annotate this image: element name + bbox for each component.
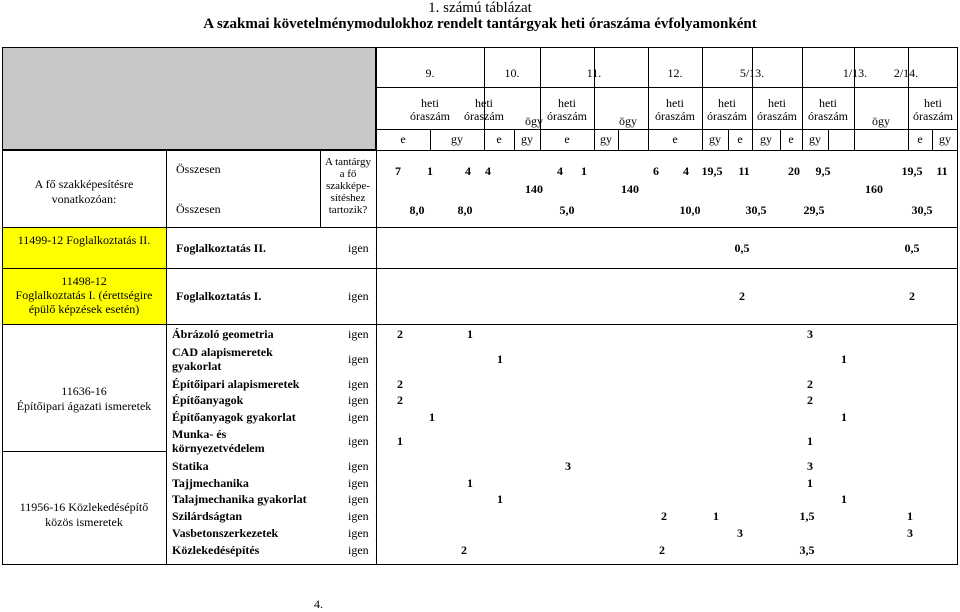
module-11956-name: közös ismeretek bbox=[45, 515, 123, 529]
ogy-total-1: 140 bbox=[525, 182, 543, 196]
e-label: e bbox=[496, 132, 502, 146]
oraszam-label: óraszám bbox=[913, 109, 953, 123]
subject-epitoipari: Építőipari alapismeretek bbox=[172, 377, 300, 391]
oraszam-label: óraszám bbox=[757, 109, 797, 123]
e-label: e bbox=[564, 132, 570, 146]
oraszam-label: óraszám bbox=[655, 109, 695, 123]
rule bbox=[2, 150, 958, 151]
tantargy-q-5: tartozik? bbox=[328, 204, 368, 216]
ogy-total-3: 160 bbox=[865, 182, 883, 196]
subject-cad: CAD alapismeretek bbox=[172, 345, 273, 359]
e-label: e bbox=[788, 132, 794, 146]
subject-szilardsagtan: Szilárdságtan bbox=[172, 509, 243, 523]
heti-label: heti bbox=[768, 96, 786, 110]
gy-label: gy bbox=[600, 132, 612, 146]
oraszam-label: óraszám bbox=[547, 109, 587, 123]
subject-vasbeton: Vasbetonszerkezetek bbox=[172, 526, 279, 540]
year-2-14: 2/14. bbox=[893, 66, 919, 80]
module-11499: 11499-12 Foglalkoztatás II. bbox=[17, 233, 151, 247]
heti-label: heti bbox=[558, 96, 576, 110]
ogy-label: ögy bbox=[619, 114, 637, 128]
heti-label: heti bbox=[924, 96, 942, 110]
subject-epitoanyagok-gyak: Építőanyagok gyakorlat bbox=[172, 410, 296, 424]
ogy-label: ögy bbox=[525, 114, 543, 128]
page-number: 4. bbox=[314, 597, 323, 611]
gy-label: gy bbox=[521, 132, 533, 146]
module-11956: 11956-16 Közlekedésépítő bbox=[19, 500, 149, 514]
hours-table: 9. 10. 11. 12. 5/13. 1/13. 2/14. heti óraszám heti óraszám ögy heti óraszám ögy heti óraszám heti óraszám heti óraszám heti óraszám ögy heti óraszám e gy e gy e gy e gy e gy e gy e gy A fő szakképesítésre vonatkozóan: Összesen Összesen A tantárgy a fő szakképe- sítéshez tartozik? 7 1 4 4 4 1 6 4 19,5 11 20 9,5 19,5 11 140 140 160 8,0 8,0 5,0 10,0 30,5 29,5 30,5 11499-12 Foglalkoztatás II. Foglalkoztatás II. igen 0,5 0,5 11498-12 Foglalkoztatás I. (érettségire épülő képzések esetén) Foglalkoztatás I. igen 2 2 11636-16 Építőipari ágazati ismeretek 11956-16 Közlekedésépítő közös ismeretek Ábrázoló geometria igen 2 1 3 CAD alapismeretek gyakorlat igen 1 1 Építőipari alapismeretek igen 2 2 Építőanyagok igen 2 2 Építőanyagok gyakorlat igen 1 1 Munka- és környezetvédelem igen 1 1 Statika igen 3 3 Tajjmechanika igen 1 1 Talajmechanika gyakorlat igen 1 1 Szilárdságtan igen 2 1 1,5 1 Vasbetonszerkezetek igen 3 3 Közlekedésépítés igen 2 2 3,5 bbox=[2, 47, 958, 565]
e-label: e bbox=[400, 132, 406, 146]
gy-label: gy bbox=[809, 132, 821, 146]
subject-statika: Statika bbox=[172, 459, 209, 473]
heti-label: heti bbox=[718, 96, 736, 110]
module-11636-name: Építőipari ágazati ismeretek bbox=[16, 399, 152, 413]
heti-label: heti bbox=[421, 96, 439, 110]
module-11498-line1: 11498-12 bbox=[61, 274, 107, 288]
gy-label: gy bbox=[939, 132, 951, 146]
heti-label: heti bbox=[475, 96, 493, 110]
igen-value: igen bbox=[348, 289, 369, 303]
header-gray-block bbox=[2, 47, 376, 150]
rule bbox=[376, 129, 958, 130]
table-title: A szakmai követelménymodulokhoz rendelt tantárgyak heti óraszáma évfolyamonként bbox=[203, 16, 757, 32]
year-5-13: 5/13. bbox=[739, 66, 765, 80]
e-label: e bbox=[672, 132, 678, 146]
tantargy-q-2: a fő bbox=[339, 168, 357, 180]
gy-label: gy bbox=[709, 132, 721, 146]
rule bbox=[2, 324, 958, 325]
year-10: 10. bbox=[504, 66, 520, 80]
rule bbox=[166, 150, 167, 565]
osszesen-2: Összesen bbox=[176, 202, 221, 216]
year-1-13: 1/13. bbox=[842, 66, 868, 80]
osszesen-1: Összesen bbox=[176, 162, 221, 176]
subject-kozlekedes: Közlekedésépítés bbox=[172, 543, 260, 557]
tantargy-q-1: A tantárgy bbox=[325, 156, 371, 168]
gy-label: gy bbox=[760, 132, 772, 146]
subject-abrazolo: Ábrázoló geometria bbox=[172, 327, 274, 341]
module-11498-line2: Foglalkoztatás I. (érettségire bbox=[15, 288, 153, 302]
rule bbox=[376, 47, 377, 565]
rule bbox=[2, 451, 166, 452]
heti-label: heti bbox=[666, 96, 684, 110]
ogy-label: ögy bbox=[872, 114, 890, 128]
tantargy-q-4: sítéshez bbox=[330, 192, 366, 204]
subject-epitoanyagok: Építőanyagok bbox=[172, 393, 244, 407]
gy-label: gy bbox=[451, 132, 463, 146]
subject-foglalkoztatas-1: Foglalkoztatás I. bbox=[176, 289, 262, 303]
year-12: 12. bbox=[667, 66, 683, 80]
table-caption: 1. számú táblázat bbox=[428, 0, 532, 16]
oraszam-label: óraszám bbox=[464, 109, 504, 123]
heti-label: heti bbox=[819, 96, 837, 110]
rule bbox=[376, 87, 958, 88]
year-11: 11. bbox=[586, 66, 602, 80]
oraszam-label: óraszám bbox=[707, 109, 747, 123]
summary-label: A fő szakképesítésre vonatkozóan: bbox=[34, 177, 134, 206]
e-label: e bbox=[917, 132, 923, 146]
subject-talajmechanika-gyak: Talajmechanika gyakorlat bbox=[172, 492, 307, 506]
module-11498-line3: épülő képzések esetén) bbox=[28, 302, 140, 316]
subject-talajmechanika: Tajjmechanika bbox=[172, 476, 249, 490]
subject-foglalkoztatas-2: Foglalkoztatás II. bbox=[176, 241, 266, 255]
oraszam-label: óraszám bbox=[808, 109, 848, 123]
igen-value: igen bbox=[348, 241, 369, 255]
ogy-total-2: 140 bbox=[621, 182, 639, 196]
subject-munka: Munka- és bbox=[172, 427, 227, 441]
year-9: 9. bbox=[425, 66, 435, 80]
module-11636: 11636-16 bbox=[61, 384, 107, 398]
tantargy-q-3: szakképe- bbox=[326, 180, 370, 192]
e-label: e bbox=[737, 132, 743, 146]
oraszam-label: óraszám bbox=[410, 109, 450, 123]
